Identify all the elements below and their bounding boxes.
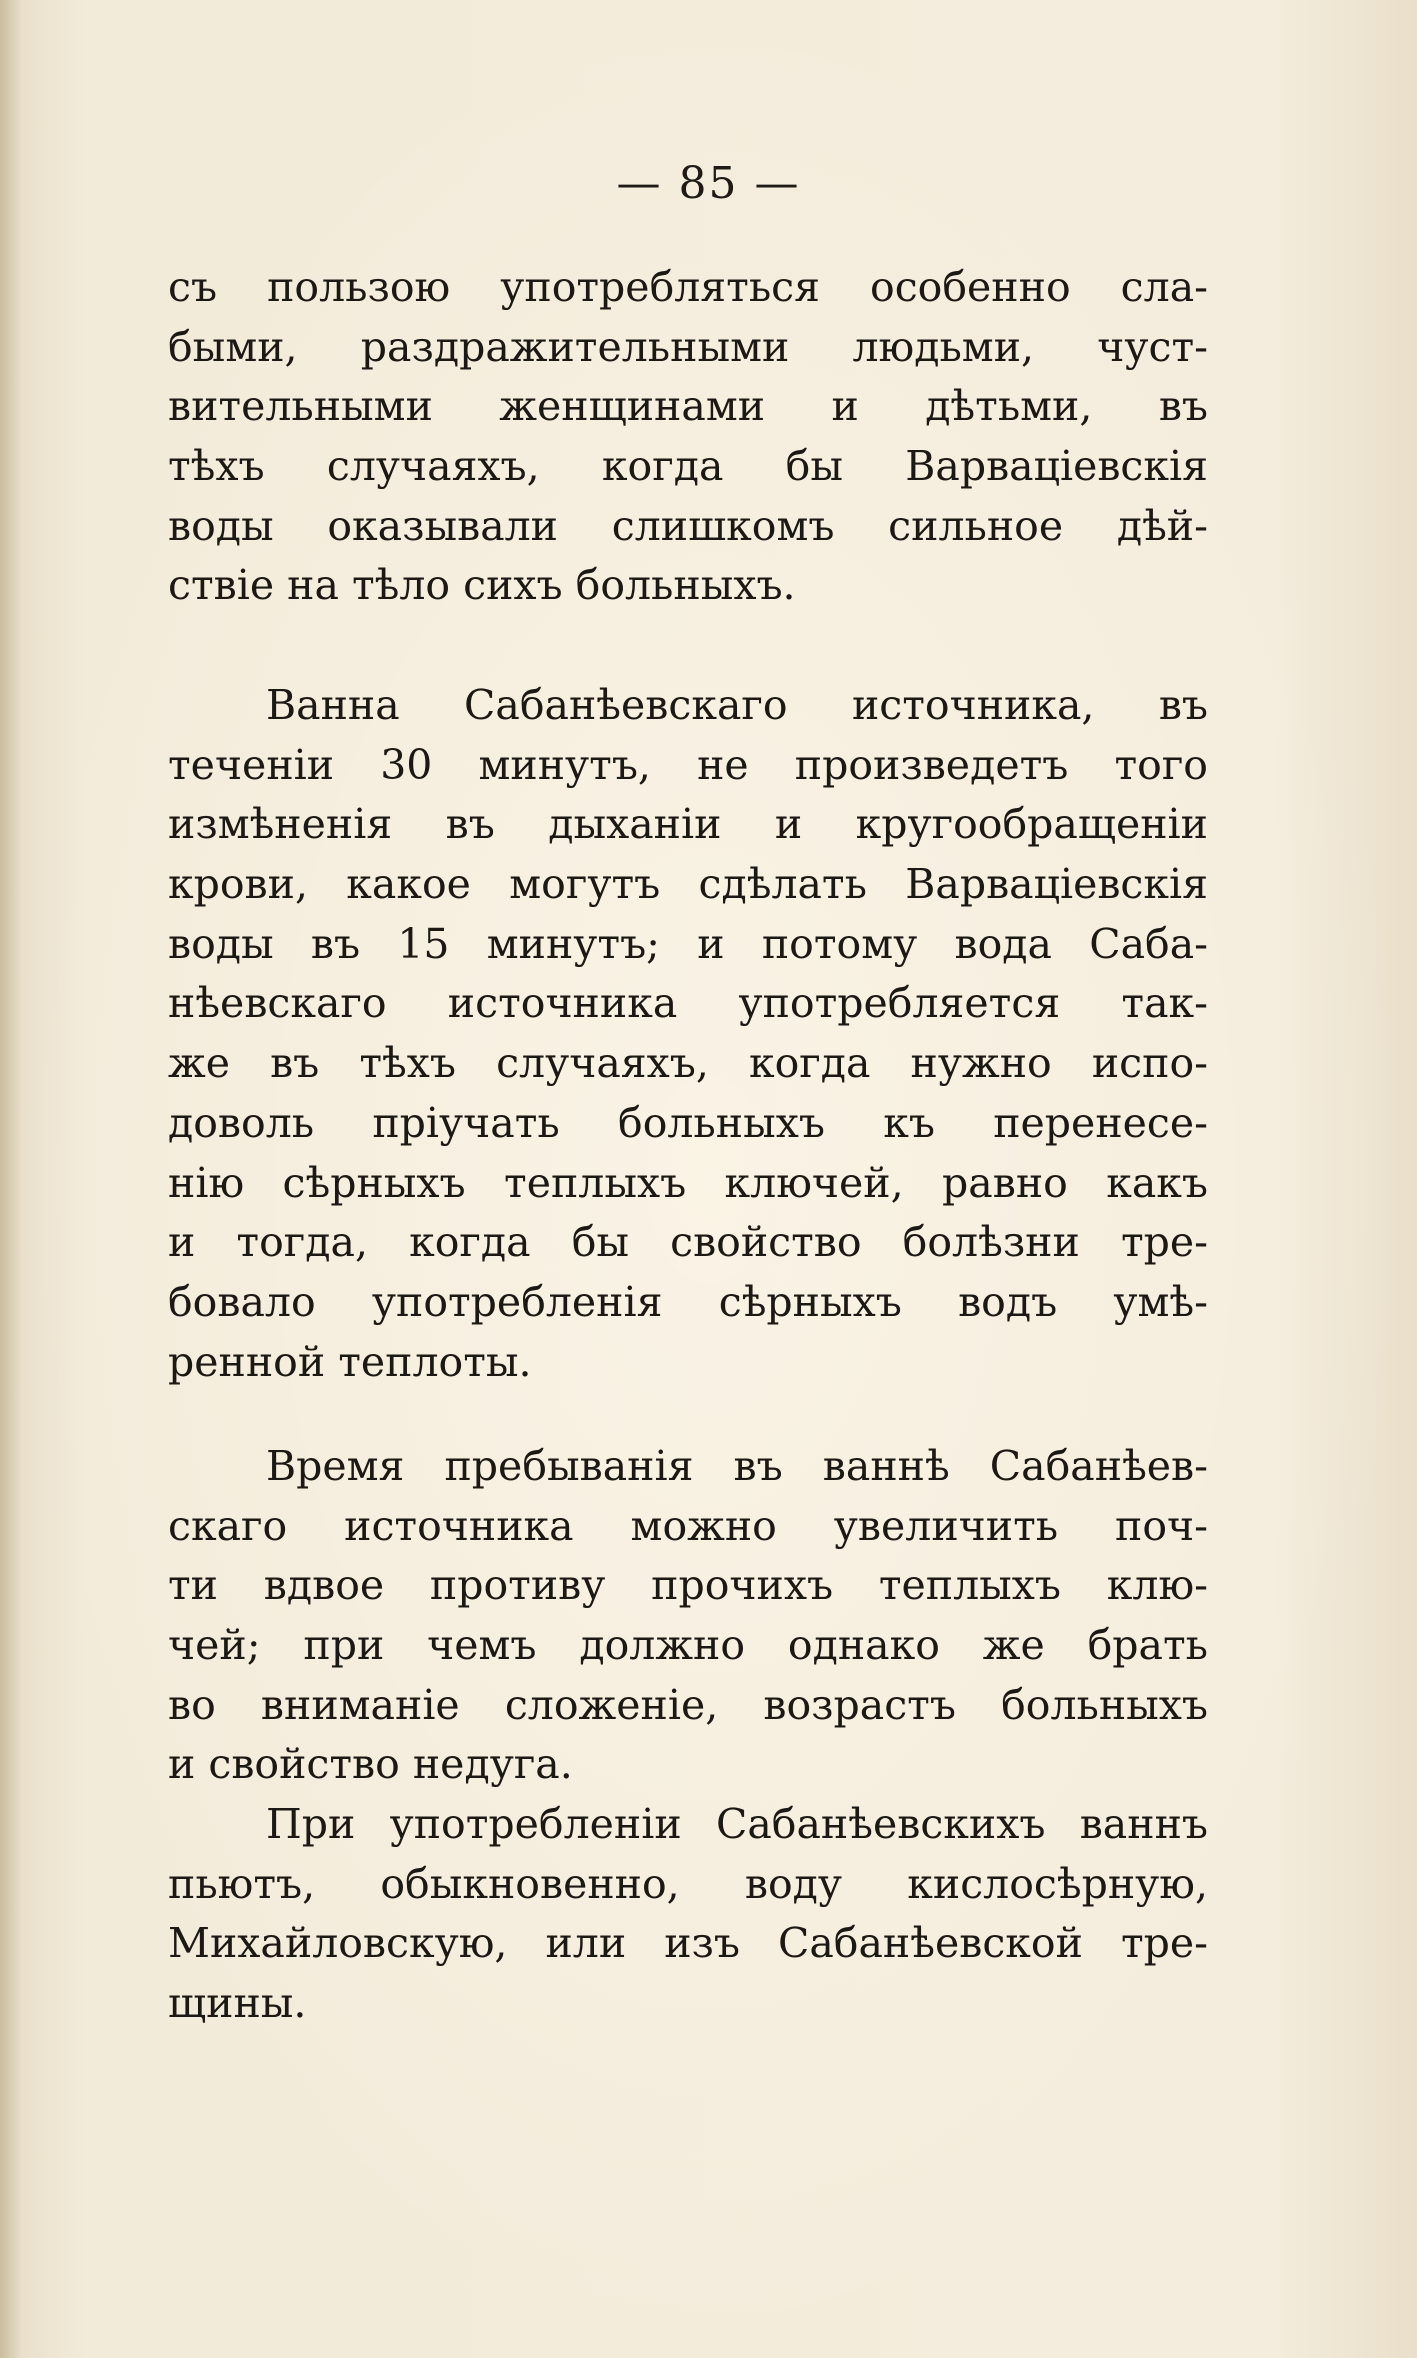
text-line: бовало употребленія сѣрныхъ водъ умѣ- xyxy=(168,1277,1208,1326)
paragraph-4 xyxy=(168,1795,1208,2034)
text-line: ствіе на тѣло сихъ больныхъ. xyxy=(168,561,796,610)
text-line: Время пребыванія въ ваннѣ Сабанѣев- xyxy=(266,1442,1208,1490)
text-line: нѣевскаго источника употребляется так- xyxy=(168,979,1208,1028)
text-line: нію сѣрныхъ теплыхъ ключей, равно какъ xyxy=(168,1158,1208,1207)
text-line: Ванна Сабанѣевскаго источника, въ xyxy=(266,681,1208,729)
text-line: воды въ 15 минутъ; и потому вода Саба- xyxy=(168,919,1208,968)
text-line: крови, какое могутъ сдѣлать Варваціевскія xyxy=(168,860,1208,909)
text-line: щины. xyxy=(168,1979,307,2028)
text-line: и тогда, когда бы свойство болѣзни тре- xyxy=(168,1218,1208,1267)
page-edge-shadow xyxy=(0,0,22,2358)
text-line: ренной теплоты. xyxy=(168,1337,532,1386)
text-line: быми, раздражительными людьми, чуст- xyxy=(168,322,1208,371)
text-line: же въ тѣхъ случаяхъ, когда нужно испо- xyxy=(168,1039,1208,1088)
text-line: чей; при чемъ должно однако же брать xyxy=(168,1621,1208,1670)
text-line: измѣненія въ дыханіи и кругообращеніи xyxy=(168,800,1208,849)
text-line: вительными женщинами и дѣтьми, въ xyxy=(168,382,1208,431)
text-line: во вниманіе сложеніе, возрастъ больныхъ xyxy=(168,1680,1208,1729)
page-number: — 85 — xyxy=(616,158,801,209)
text-line: тѣхъ случаяхъ, когда бы Варваціевскія xyxy=(168,442,1208,491)
text-line: и свойство недуга. xyxy=(168,1740,573,1789)
paragraph-2 xyxy=(168,676,1208,1392)
text-line: съ пользою употребляться особенно сла- xyxy=(168,263,1208,311)
text-line: пьютъ, обыкновенно, воду кислосѣрную, xyxy=(168,1859,1208,1908)
text-line: ти вдвое противу прочихъ теплыхъ клю- xyxy=(168,1561,1208,1610)
text-line: доволь пріучать больныхъ къ перенесе- xyxy=(168,1098,1208,1147)
paragraph-1 xyxy=(168,258,1208,616)
paragraph-3 xyxy=(168,1437,1208,1795)
text-line: При употребленіи Сабанѣевскихъ ваннъ xyxy=(266,1800,1208,1848)
text-line: воды оказывали слишкомъ сильное дѣй- xyxy=(168,501,1208,550)
text-line: скаго источника можно увеличить поч- xyxy=(168,1501,1208,1550)
text-line: теченіи 30 минутъ, не произведетъ того xyxy=(168,740,1208,789)
text-line: Михайловскую, или изъ Сабанѣевской тре- xyxy=(168,1919,1208,1968)
